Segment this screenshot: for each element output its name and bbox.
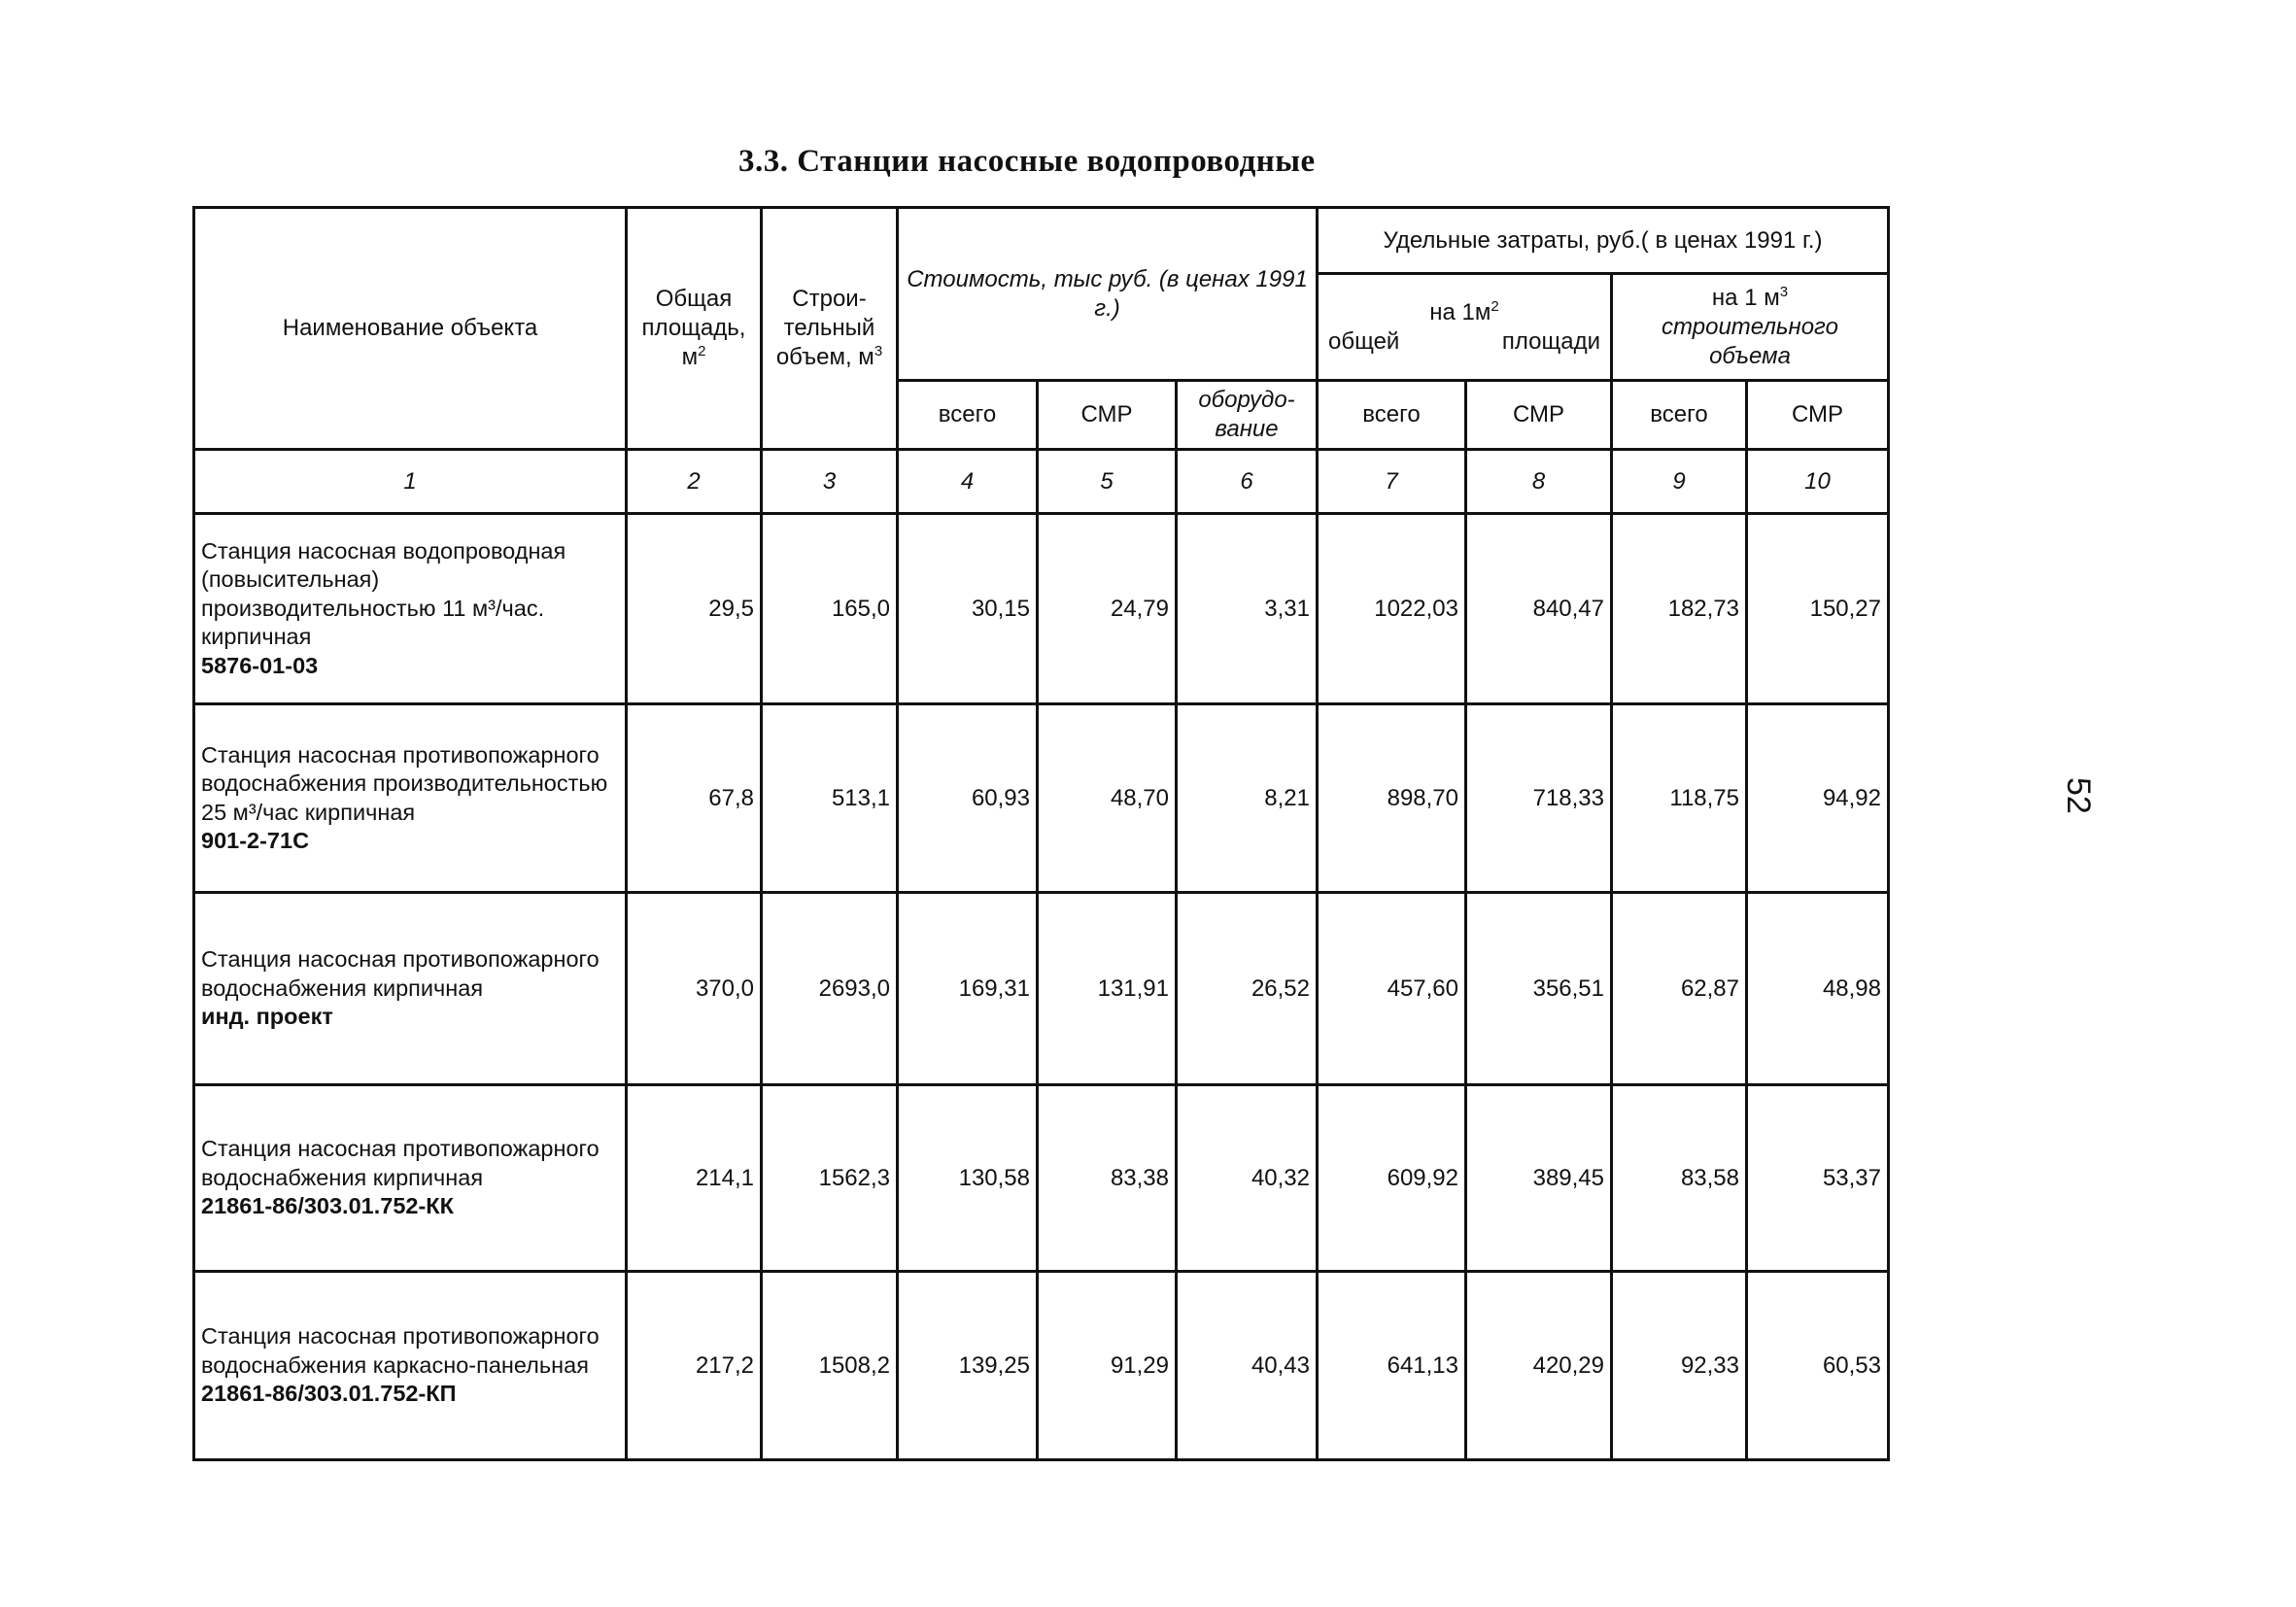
col-number: 10 bbox=[1747, 450, 1889, 514]
value-cell: 214,1 bbox=[627, 1085, 762, 1272]
object-code: 21861-86/303.01.752-КП bbox=[201, 1381, 457, 1407]
table-row bbox=[194, 1272, 1889, 1460]
value-cell: 139,25 bbox=[898, 1272, 1038, 1460]
value-cell: 370,0 bbox=[627, 893, 762, 1085]
object-code: 901-2-71С bbox=[201, 827, 310, 853]
header-volume: Строи- тельный объем, $м^3$ bbox=[762, 208, 898, 450]
table-row bbox=[194, 704, 1889, 893]
value-cell: 169,31 bbox=[898, 893, 1038, 1085]
value-cell: 898,70 bbox=[1318, 704, 1466, 893]
value-cell: 182,73 bbox=[1612, 514, 1747, 704]
value-cell: 30,15 bbox=[898, 514, 1038, 704]
value-cell: 118,75 bbox=[1612, 704, 1747, 893]
value-cell: 718,33 bbox=[1466, 704, 1612, 893]
page-number: 52 bbox=[2060, 777, 2097, 814]
value-cell: 92,33 bbox=[1612, 1272, 1747, 1460]
col-number: 1 bbox=[194, 450, 627, 514]
value-cell: 2693,0 bbox=[762, 893, 898, 1085]
column-number-row bbox=[194, 450, 1889, 514]
cost-table bbox=[192, 206, 1890, 1461]
value-cell: 60,93 bbox=[898, 704, 1038, 893]
value-cell: 641,13 bbox=[1318, 1272, 1466, 1460]
value-cell: 24,79 bbox=[1038, 514, 1177, 704]
header-total-m2: всего bbox=[1318, 381, 1466, 450]
header-smr: СМР bbox=[1038, 381, 1177, 450]
value-cell: 1562,3 bbox=[762, 1085, 898, 1272]
value-cell: 609,92 bbox=[1318, 1085, 1466, 1272]
value-cell: 356,51 bbox=[1466, 893, 1612, 1085]
col-number: 8 bbox=[1466, 450, 1612, 514]
value-cell: 67,8 bbox=[627, 704, 762, 893]
object-name-cell bbox=[194, 1272, 627, 1460]
header-unit-costs: Удельные затраты, руб.( в ценах 1991 г.) bbox=[1318, 208, 1889, 274]
object-name-cell bbox=[194, 1085, 627, 1272]
header-total-m3: всего bbox=[1612, 381, 1747, 450]
value-cell: 40,32 bbox=[1177, 1085, 1318, 1272]
header-name: Наименование объекта bbox=[194, 208, 627, 450]
value-cell: 150,27 bbox=[1747, 514, 1889, 704]
col-number: 7 bbox=[1318, 450, 1466, 514]
object-name: Станция насосная противопожарного водоснабжения производительностью 25 м³/час кирпичная bbox=[201, 741, 608, 825]
col-number: 9 bbox=[1612, 450, 1747, 514]
value-cell: 60,53 bbox=[1747, 1272, 1889, 1460]
object-name-cell bbox=[194, 893, 627, 1085]
value-cell: 40,43 bbox=[1177, 1272, 1318, 1460]
header-total: всего bbox=[898, 381, 1038, 450]
value-cell: 1022,03 bbox=[1318, 514, 1466, 704]
header-equipment: оборудо- вание bbox=[1177, 381, 1318, 450]
value-cell: 131,91 bbox=[1038, 893, 1177, 1085]
value-cell: 83,58 bbox=[1612, 1085, 1747, 1272]
value-cell: 29,5 bbox=[627, 514, 762, 704]
header-cost: Стоимость, тыс руб. (в ценах 1991 г.) bbox=[898, 208, 1318, 381]
header-area: Общая площадь, $м^2$ bbox=[627, 208, 762, 450]
object-name: Станция насосная водопроводная (повысительная) производительностью 11 м³/час. кирпичная bbox=[201, 538, 566, 650]
table-row bbox=[194, 1085, 1889, 1272]
value-cell: 217,2 bbox=[627, 1272, 762, 1460]
header-per-m2: на $1м^2$ общей площади bbox=[1318, 274, 1612, 381]
value-cell: 130,58 bbox=[898, 1085, 1038, 1272]
value-cell: 94,92 bbox=[1747, 704, 1889, 893]
col-number: 4 bbox=[898, 450, 1038, 514]
value-cell: 513,1 bbox=[762, 704, 898, 893]
value-cell: 83,38 bbox=[1038, 1085, 1177, 1272]
col-number: 6 bbox=[1177, 450, 1318, 514]
object-name: Станция насосная противопожарного водоснабжения каркасно-панельная bbox=[201, 1323, 600, 1378]
object-name: Станция насосная противопожарного водоснабжения кирпичная bbox=[201, 946, 600, 1001]
header-smr-m3: СМР bbox=[1747, 381, 1889, 450]
value-cell: 53,37 bbox=[1747, 1085, 1889, 1272]
object-code: 5876-01-03 bbox=[201, 652, 319, 678]
header-per-m3: на 1 $м^3$ строительного объема bbox=[1612, 274, 1889, 381]
col-number: 2 bbox=[627, 450, 762, 514]
value-cell: 1508,2 bbox=[762, 1272, 898, 1460]
object-name-cell bbox=[194, 704, 627, 893]
value-cell: 62,87 bbox=[1612, 893, 1747, 1085]
object-code: инд. проект bbox=[201, 1004, 333, 1030]
value-cell: 420,29 bbox=[1466, 1272, 1612, 1460]
value-cell: 389,45 bbox=[1466, 1085, 1612, 1272]
object-code: 21861-86/303.01.752-КК bbox=[201, 1193, 454, 1219]
value-cell: 91,29 bbox=[1038, 1272, 1177, 1460]
table-row bbox=[194, 893, 1889, 1085]
col-number: 5 bbox=[1038, 450, 1177, 514]
value-cell: 48,70 bbox=[1038, 704, 1177, 893]
header-smr-m2: СМР bbox=[1466, 381, 1612, 450]
value-cell: 840,47 bbox=[1466, 514, 1612, 704]
object-name: Станция насосная противопожарного водоснабжения кирпичная bbox=[201, 1136, 600, 1190]
value-cell: 457,60 bbox=[1318, 893, 1466, 1085]
value-cell: 3,31 bbox=[1177, 514, 1318, 704]
value-cell: 48,98 bbox=[1747, 893, 1889, 1085]
value-cell: 26,52 bbox=[1177, 893, 1318, 1085]
value-cell: 165,0 bbox=[762, 514, 898, 704]
page-title: 3.3. Станции насосные водопроводные bbox=[738, 144, 1316, 179]
object-name-cell bbox=[194, 514, 627, 704]
value-cell: 8,21 bbox=[1177, 704, 1318, 893]
table-row bbox=[194, 514, 1889, 704]
col-number: 3 bbox=[762, 450, 898, 514]
